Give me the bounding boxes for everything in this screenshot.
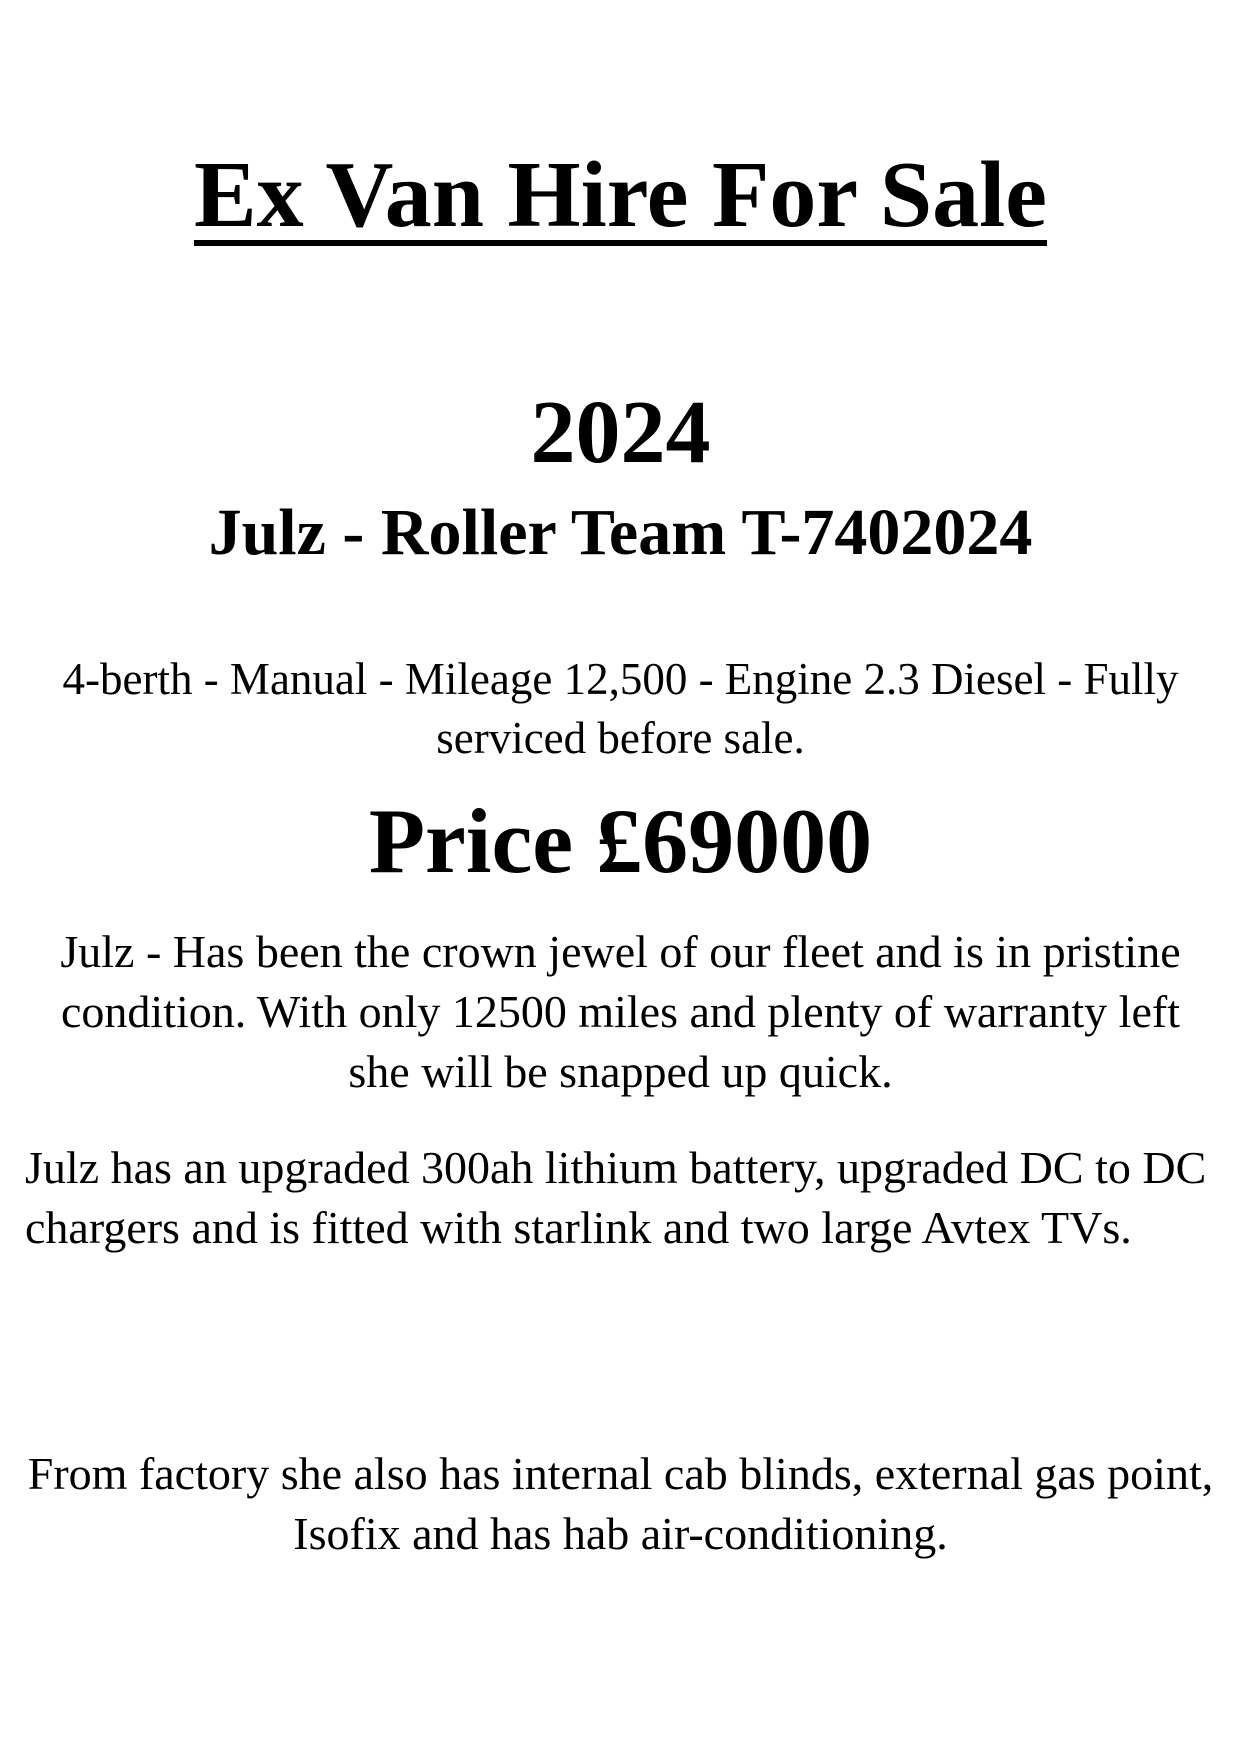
vehicle-specs: 4-berth - Manual - Mileage 12,500 - Engine 2.3 Diesel - Fully serviced before sale. — [62, 654, 1179, 763]
vehicle-year: 2024 — [530, 383, 711, 482]
description-condition: Julz - Has been the crown jewel of our fleet and is in pristine condition. With only 12500 miles and plenty of warranty left she will be snapped up quick. — [60, 926, 1181, 1097]
vehicle-model: Julz - Roller Team T-7402024 — [208, 496, 1033, 569]
vehicle-price: Price £69000 — [368, 790, 873, 892]
description-factory-features: From factory she also has internal cab blinds, external gas point, Isofix and has hab air-conditioning. — [27, 1448, 1214, 1559]
page-title: Ex Van Hire For Sale — [193, 143, 1048, 247]
description-upgrades: Julz has an upgraded 300ah lithium battery, upgraded DC to DC chargers and is fitted with starlink and two large Avtex TVs. — [25, 1142, 1207, 1253]
